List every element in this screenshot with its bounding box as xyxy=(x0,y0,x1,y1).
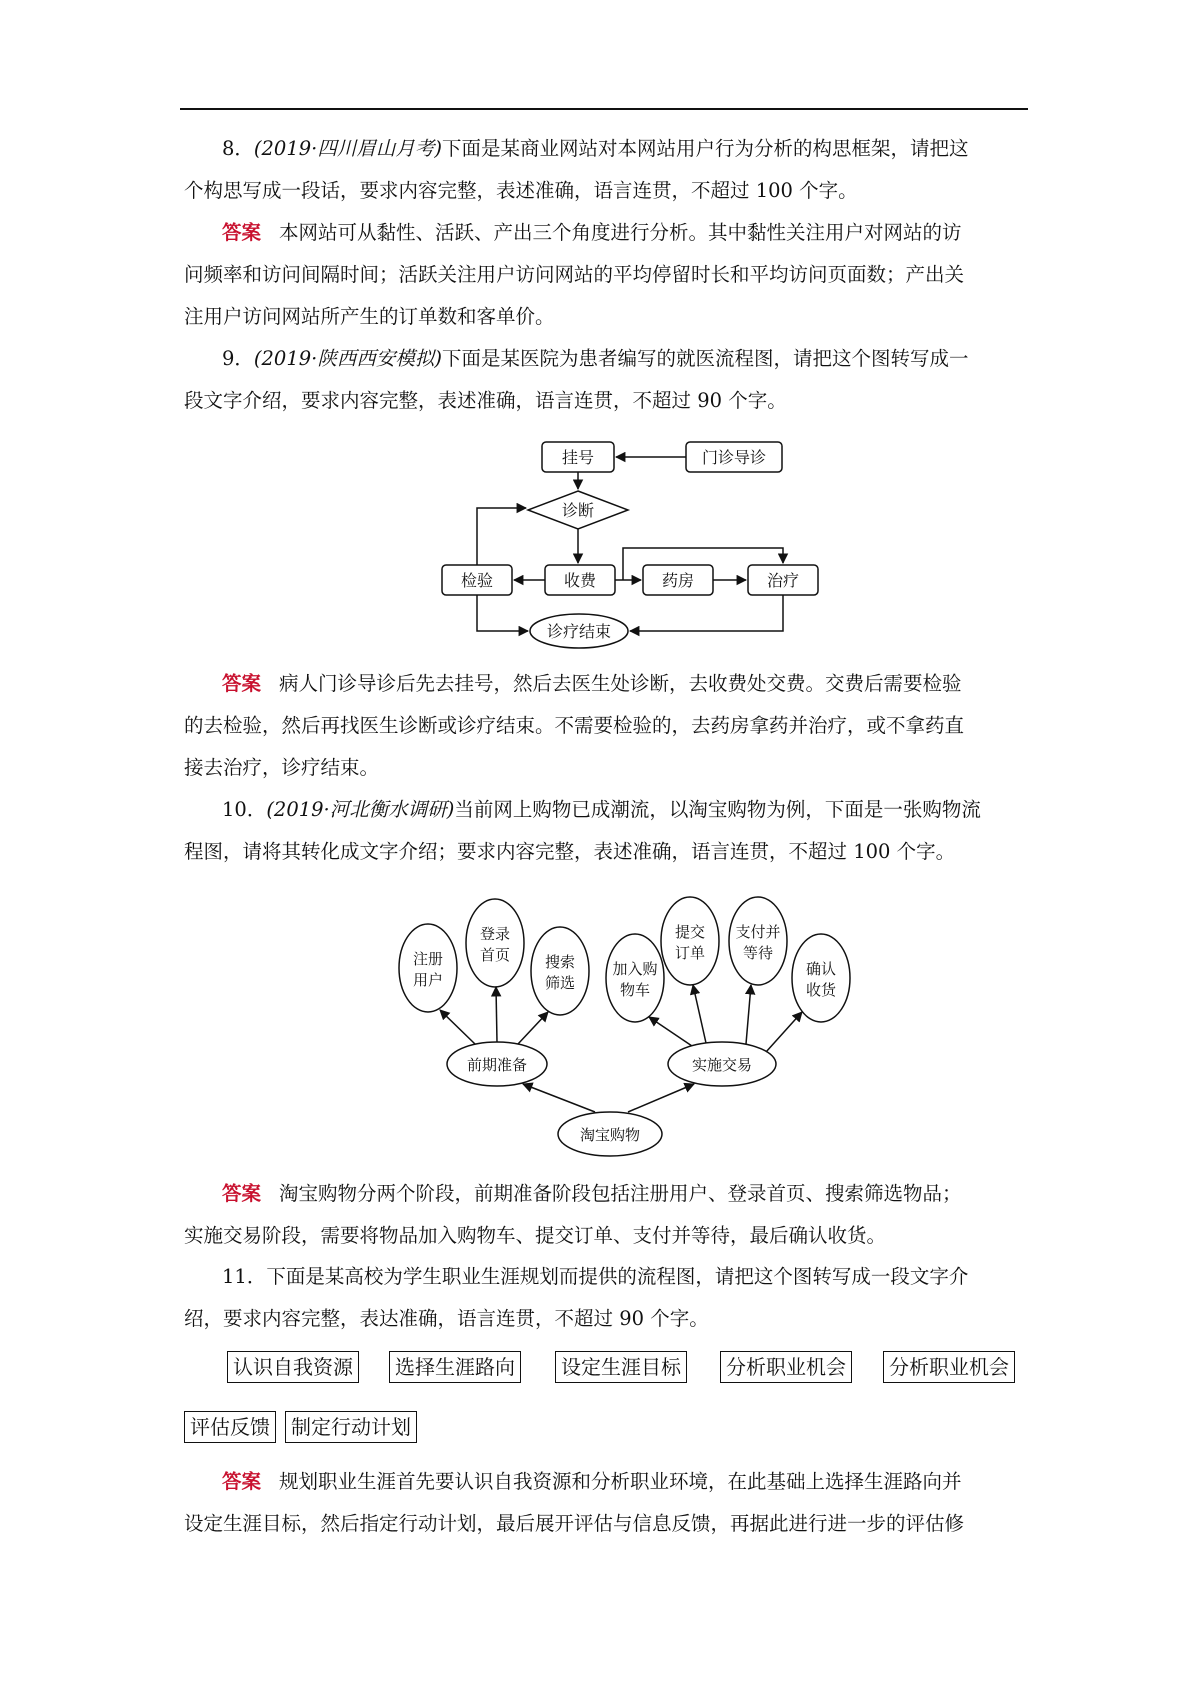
answer-label: 答案 xyxy=(222,1182,262,1205)
a9-line1: 病人门诊导诊后先去挂号，然后去医生处诊断，去收费处交费。交费后需要检验 xyxy=(279,672,962,695)
q11-line1: 11．下面是某高校为学生职业生涯规划而提供的流程图，请把这个图转写成一段文字介 xyxy=(222,1265,969,1288)
career-step: 制定行动计划 xyxy=(285,1411,417,1443)
question-11 xyxy=(184,1256,1026,1340)
q9-source: (2019·陕西西安模拟) xyxy=(253,347,442,370)
career-step: 认识自我资源 xyxy=(227,1351,359,1383)
a8-line3: 注用户访问网站所产生的订单数和客单价。 xyxy=(184,305,555,328)
career-step: 评估反馈 xyxy=(184,1411,276,1443)
label-order-1: 提交 xyxy=(674,923,706,941)
label-register-2: 用户 xyxy=(412,971,444,989)
answer-label: 答案 xyxy=(222,221,262,244)
a11-line2: 设定生涯目标，然后指定行动计划，最后展开评估与信息反馈，再据此进行进一步的评估修 xyxy=(184,1512,965,1535)
a8-line1: 本网站可从黏性、活跃、产出三个角度进行分析。其中黏性关注用户对网站的访 xyxy=(279,221,962,244)
node-pay xyxy=(729,897,787,985)
q10-source: (2019·河北衡水调研) xyxy=(266,798,455,821)
label-order-2: 订单 xyxy=(674,944,706,962)
q9-line2: 段文字介绍，要求内容完整，表述准确，语言连贯，不超过 90 个字。 xyxy=(184,389,787,412)
q10-text: 当前网上购物已成潮流，以淘宝购物为例，下面是一张购物流 xyxy=(454,798,981,821)
q11-line2: 绍，要求内容完整，表达准确，语言连贯，不超过 90 个字。 xyxy=(184,1307,709,1330)
label-search-2: 筛选 xyxy=(544,974,576,992)
label-shoufei: 收费 xyxy=(563,571,597,590)
label-menzhen: 门诊导诊 xyxy=(701,448,767,467)
answer-11 xyxy=(184,1461,1026,1545)
answer-label: 答案 xyxy=(222,672,262,695)
a9-line2: 的去检验，然后再找医生诊断或诊疗结束。不需要检验的，去药房拿药并治疗，或不拿药直 xyxy=(184,714,965,737)
career-step: 分析职业机会 xyxy=(720,1351,852,1383)
career-step: 分析职业机会 xyxy=(883,1351,1015,1383)
answer-10 xyxy=(184,1173,1026,1257)
node-register xyxy=(399,924,457,1012)
label-zhiliao: 治疗 xyxy=(766,571,800,590)
label-login-1: 登录 xyxy=(479,925,511,943)
label-pay-1: 支付并 xyxy=(735,923,781,941)
q8-source: (2019·四川眉山月考) xyxy=(253,137,442,160)
a8-line2: 问频率和访问间隔时间；活跃关注用户访问网站的平均停留时长和平均访问页面数；产出关 xyxy=(184,263,965,286)
a9-line3: 接去治疗，诊疗结束。 xyxy=(184,756,380,779)
q8-line2: 个构思写成一段话，要求内容完整，表述准确，语言连贯，不超过 100 个字。 xyxy=(184,179,858,202)
label-yaofang: 药房 xyxy=(661,571,695,590)
label-cart-1: 加入购 xyxy=(612,960,658,978)
label-pay-2: 等待 xyxy=(742,944,774,962)
node-confirm xyxy=(792,934,850,1022)
answer-label: 答案 xyxy=(222,1470,262,1493)
label-end: 诊疗结束 xyxy=(546,622,612,641)
label-login-2: 首页 xyxy=(479,946,511,964)
label-root: 淘宝购物 xyxy=(579,1126,641,1144)
q8-number: 8． xyxy=(222,137,254,160)
label-zhenduan: 诊断 xyxy=(561,501,595,520)
q10-number: 10． xyxy=(222,798,267,821)
node-login xyxy=(466,899,524,987)
label-guahao: 挂号 xyxy=(561,448,595,467)
label-search-1: 搜索 xyxy=(544,953,576,971)
q9-number: 9． xyxy=(222,347,254,370)
node-search xyxy=(531,927,589,1015)
q9-text: 下面是某医院为患者编写的就医流程图，请把这个图转写成一 xyxy=(441,347,969,370)
a11-line1: 规划职业生涯首先要认识自我资源和分析职业环境，在此基础上选择生涯路向并 xyxy=(279,1470,962,1493)
node-cart xyxy=(606,934,664,1022)
label-confirm-1: 确认 xyxy=(805,960,837,978)
label-confirm-2: 收货 xyxy=(805,981,837,999)
label-trade: 实施交易 xyxy=(691,1056,753,1074)
label-jianyan: 检验 xyxy=(460,571,494,590)
a10-line2: 实施交易阶段，需要将物品加入购物车、提交订单、支付并等待，最后确认收货。 xyxy=(184,1224,887,1247)
career-step: 设定生涯目标 xyxy=(555,1351,687,1383)
label-cart-2: 物车 xyxy=(619,981,651,999)
label-prep: 前期准备 xyxy=(466,1056,528,1074)
node-order xyxy=(661,897,719,985)
q10-line2: 程图，请将其转化成文字介绍；要求内容完整，表述准确，语言连贯，不超过 100 个字。 xyxy=(184,840,956,863)
label-register-1: 注册 xyxy=(412,950,444,968)
a10-line1: 淘宝购物分两个阶段，前期准备阶段包括注册用户、登录首页、搜索筛选物品； xyxy=(279,1182,962,1205)
q8-text: 下面是某商业网站对本网站用户行为分析的构思框架，请把这 xyxy=(441,137,969,160)
career-step: 选择生涯路向 xyxy=(389,1351,521,1383)
